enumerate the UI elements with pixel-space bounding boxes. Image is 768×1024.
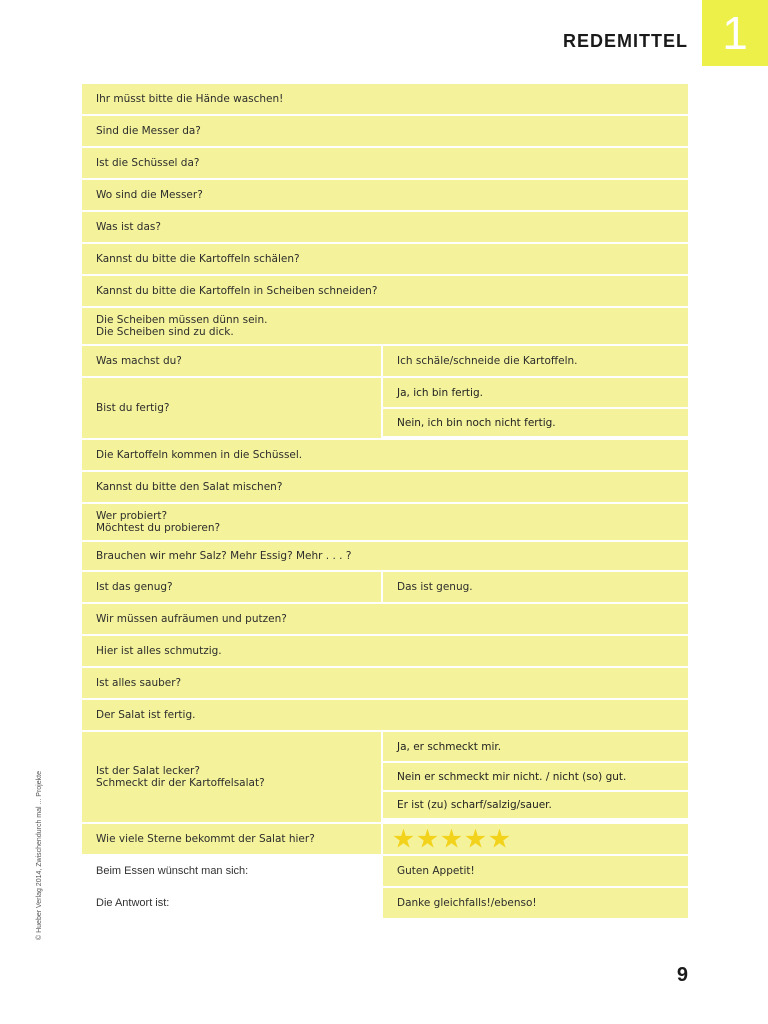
phrase-row: Ist die Schüssel da? xyxy=(82,148,688,178)
chapter-number: 1 xyxy=(722,7,748,59)
question-line: Ist der Salat lecker? xyxy=(96,765,200,777)
section-title: REDEMITTEL xyxy=(563,31,688,51)
question-cell: Ist das genug? xyxy=(82,572,383,602)
star-icon xyxy=(489,829,510,850)
question-cell-lecker xyxy=(82,732,383,822)
star-icon xyxy=(465,829,486,850)
question-cell: Wie viele Sterne bekommt der Salat hier? xyxy=(82,824,383,854)
answer-cell: Das ist genug. xyxy=(383,572,688,602)
phrase-row: Brauchen wir mehr Salz? Mehr Essig? Mehr . . . ? xyxy=(82,542,688,570)
answer-group xyxy=(383,378,688,438)
answer-cell: Ja, ich bin fertig. xyxy=(383,378,688,407)
phrase-line: Die Scheiben sind zu dick. xyxy=(96,326,234,338)
answer-cell: Danke gleichfalls!/ebenso! xyxy=(383,888,688,918)
answer-cell: Ja, er schmeckt mir. xyxy=(383,732,688,761)
phrase-row: Kannst du bitte die Kartoffeln schälen? xyxy=(82,244,688,274)
question-cell: Bist du fertig? xyxy=(82,378,383,438)
star-icon xyxy=(393,829,414,850)
copyright-note: © Hueber Verlag 2014, Zwischendurch mal ... Projekte xyxy=(36,771,43,940)
phrase-row: Ihr müsst bitte die Hände waschen! xyxy=(82,84,688,114)
phrase-table xyxy=(82,84,688,918)
phrase-row: Ist alles sauber? xyxy=(82,668,688,698)
phrase-line: Die Scheiben müssen dünn sein. xyxy=(96,314,268,326)
phrase-row: Kannst du bitte die Kartoffeln in Scheiben schneiden? xyxy=(82,276,688,306)
phrase-row: Wir müssen aufräumen und putzen? xyxy=(82,604,688,634)
phrase-row: Hier ist alles schmutzig. xyxy=(82,636,688,666)
answer-cell: Guten Appetit! xyxy=(383,856,688,886)
question-line: Schmeckt dir der Kartoffelsalat? xyxy=(96,777,265,789)
page-number: 9 xyxy=(676,964,688,986)
phrase-row: Was ist das? xyxy=(82,212,688,242)
prompt-text: Die Antwort ist: xyxy=(82,888,383,918)
question-cell: Was machst du? xyxy=(82,346,383,376)
chapter-badge xyxy=(702,0,768,66)
phrase-row: Wo sind die Messer? xyxy=(82,180,688,210)
phrase-line: Wer probiert? xyxy=(96,510,168,522)
phrase-row: Kannst du bitte den Salat mischen? xyxy=(82,472,688,502)
star-rating xyxy=(383,824,688,854)
answer-cell: Ich schäle/schneide die Kartoffeln. xyxy=(383,346,688,376)
answer-cell: Er ist (zu) scharf/salzig/sauer. xyxy=(383,790,688,818)
phrase-row: Die Kartoffeln kommen in die Schüssel. xyxy=(82,440,688,470)
phrase-row: Sind die Messer da? xyxy=(82,116,688,146)
star-icon xyxy=(441,829,462,850)
answer-group xyxy=(383,732,688,822)
phrase-row: Der Salat ist fertig. xyxy=(82,700,688,730)
phrase-line: Möchtest du probieren? xyxy=(96,522,221,534)
prompt-text: Beim Essen wünscht man sich: xyxy=(82,856,383,886)
phrase-row-probiert xyxy=(82,504,688,540)
phrase-row-scheiben xyxy=(82,308,688,344)
star-icon xyxy=(417,829,438,850)
answer-cell: Nein, ich bin noch nicht fertig. xyxy=(383,407,688,436)
answer-cell: Nein er schmeckt mir nicht. / nicht (so) gut. xyxy=(383,761,688,790)
